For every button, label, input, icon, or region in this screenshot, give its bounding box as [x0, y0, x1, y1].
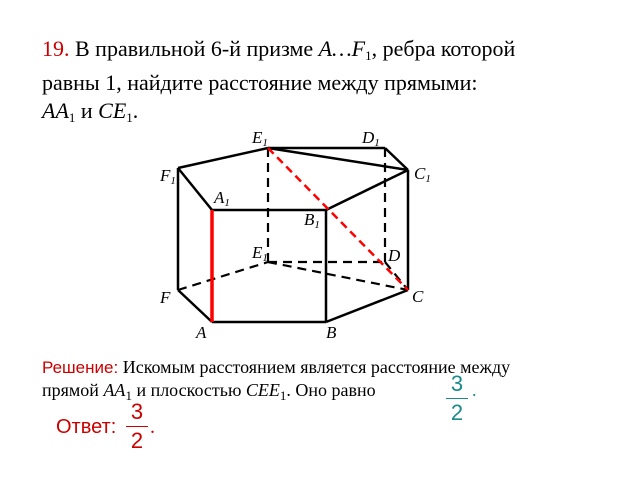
solution-frac-bar	[446, 398, 468, 399]
answer-fraction	[126, 400, 148, 453]
line-aa: AA	[42, 98, 69, 123]
line-aa-sub: 1	[68, 110, 76, 125]
label-C: C	[412, 287, 424, 306]
solution-aa: AA	[103, 380, 126, 400]
prism-sub: 1	[365, 48, 372, 63]
edge-C1-B1	[326, 170, 408, 210]
label-E: E1	[252, 243, 268, 264]
edge-B-C	[326, 290, 408, 322]
label-D: D	[388, 246, 401, 265]
answer-frac-bar	[126, 426, 148, 427]
label-D1: D1	[362, 128, 380, 149]
edge-A1-F1	[178, 168, 212, 210]
label-B: B	[326, 323, 337, 342]
answer-label: Ответ:	[56, 416, 117, 438]
solution-end: .	[472, 380, 477, 400]
label-C1: C1	[414, 164, 431, 185]
line-ce-sub: 1	[126, 110, 133, 125]
label-B1: B1	[304, 210, 320, 231]
line-CE1-highlight	[268, 148, 408, 290]
solution-frac-num: 3	[450, 371, 464, 396]
prism-name: A…F	[318, 36, 366, 61]
solution-cee-sub: 1	[279, 388, 287, 403]
problem-after-name: , ребра которой	[371, 36, 516, 61]
solution-frac-den: 2	[450, 400, 464, 425]
solution-text-2c: . Оно равно	[286, 380, 376, 400]
problem-line-2: равны 1, найдите расстояние между прямыми:	[42, 70, 478, 95]
hidden-edge-E-C	[268, 262, 408, 290]
solution-fraction	[446, 372, 468, 425]
line-end: .	[132, 98, 139, 123]
solution-text-1: Искомым расстоянием является расстояние между	[118, 357, 511, 377]
edge-F1-E1	[178, 148, 268, 168]
hidden-edge-F-E	[178, 262, 268, 290]
label-F1: F1	[160, 166, 176, 187]
label-F: F	[160, 288, 171, 307]
answer-frac-den: 2	[130, 428, 144, 453]
edge-F-A	[178, 290, 212, 322]
problem-number: 19.	[42, 36, 70, 61]
solution-text-2a: прямой	[42, 380, 104, 400]
solution-label: Решение:	[42, 358, 119, 377]
line-and: и	[75, 98, 99, 123]
solution-line-1	[42, 356, 510, 379]
label-A1: A1	[214, 188, 230, 209]
label-E1: E1	[252, 128, 268, 149]
problem-intro: В правильной 6-й призме	[75, 36, 314, 61]
answer-frac-num: 3	[130, 399, 144, 424]
solution-cee: CEE	[245, 380, 280, 400]
solution-text-2b: и плоскостью	[131, 380, 246, 400]
solution-line-2	[42, 379, 376, 401]
answer-end: .	[150, 416, 155, 438]
label-A: A	[196, 323, 207, 342]
line-ce: CE	[98, 98, 127, 123]
solution-aa-sub: 1	[125, 388, 132, 403]
